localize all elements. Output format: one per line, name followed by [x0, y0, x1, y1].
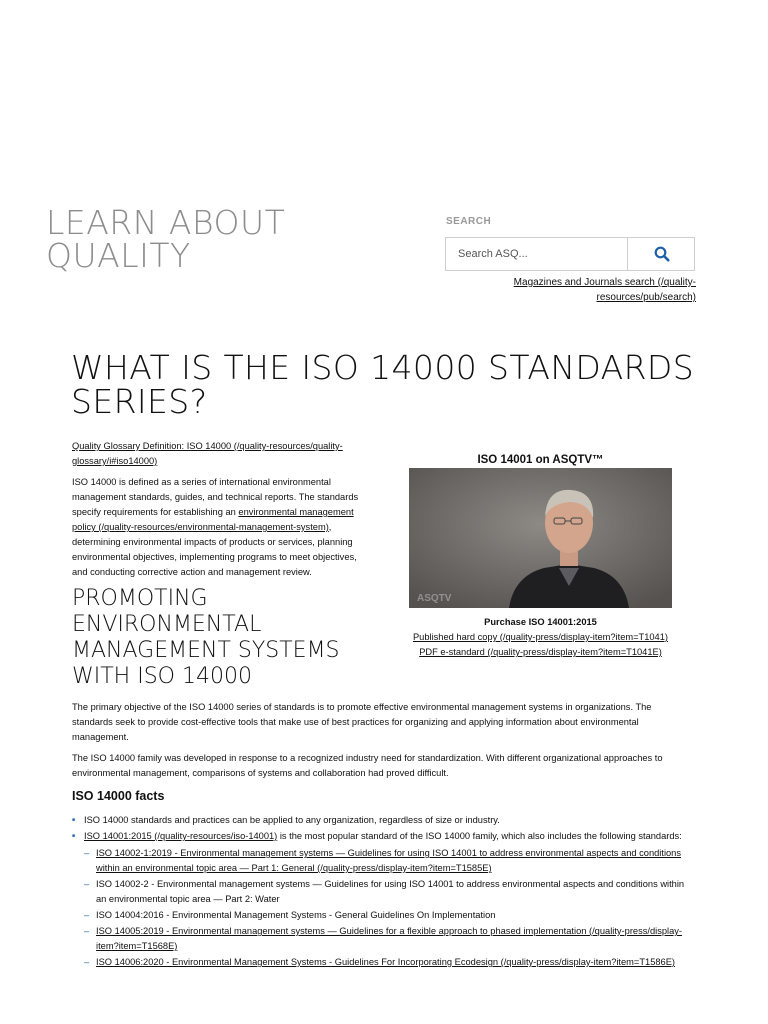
- iso-14002-2-text: ISO 14002-2 - Environmental management systems — Guidelines for using ISO 14001 to address environmental aspects and conditions within an environmental topic area — Part 2: Water: [96, 879, 685, 904]
- iso-14001-link[interactable]: ISO 14001:2015 (/quality-resources/iso-14001): [84, 831, 278, 841]
- iso-14005-link[interactable]: ISO 14005:2019 - Environmental management systems — Guidelines for a flexible approach to phased implementation (/quality-press/display-item?item=T1568E): [96, 926, 683, 951]
- list-item: [72, 955, 687, 970]
- list-item: [72, 877, 687, 907]
- learn-about-quality-title: [46, 203, 286, 275]
- intro-paragraph: [72, 475, 372, 580]
- video-player[interactable]: [409, 468, 672, 608]
- fact-2-text: is the most popular standard of the ISO 14000 family, which also includes the following standards:: [277, 831, 682, 841]
- iso-14002-1-link[interactable]: ISO 14002-1:2019 - Environmental management systems — Guidelines for using ISO 14001 to address environmental aspects and conditions within an environmental topic area — Part 1: General (/quality-press/display-item?item=T1585E): [96, 848, 681, 873]
- iso-14004-text: ISO 14004:2016 - Environmental Management Systems - General Guidelines On Implementation: [96, 910, 496, 920]
- purchase-block: [409, 615, 672, 660]
- intro-text-end: , determining environmental impacts of products or services, planning environmental objectives, implementing programs to meet objectives, and conducting corrective action and management review.: [72, 522, 357, 577]
- search-label: SEARCH: [446, 216, 492, 227]
- section-heading-promoting: PROMOTING ENVIRONMENTAL MANAGEMENT SYSTEMS WITH ISO 14000: [72, 586, 340, 689]
- family-paragraph: The ISO 14000 family was developed in response to a recognized industry need for standardization. With different organizational approaches to environmental management, comparisons of systems and collaboration had proved difficult.: [72, 753, 663, 778]
- purchase-heading: Purchase ISO 14001:2015: [484, 617, 597, 627]
- intro-text-start: ISO 14000 is defined as a series of international environmental management standards, guides, and technical reports. The standards specify requirements for establishing an: [72, 477, 359, 517]
- video-title: ISO 14001 on ASQTV™: [477, 454, 604, 466]
- title-line-1: LEARN ABOUT: [46, 203, 286, 242]
- fact-1-text: ISO 14000 standards and practices can be applied to any organization, regardless of size or industry.: [84, 815, 500, 825]
- facts-heading: ISO 14000 facts: [72, 789, 165, 803]
- list-item: [72, 924, 687, 954]
- magazines-link-line-1[interactable]: Magazines and Journals search (/quality-: [513, 277, 696, 288]
- facts-list: [72, 813, 687, 970]
- hard-copy-link[interactable]: Published hard copy (/quality-press/display-item?item=T1041): [412, 632, 668, 642]
- objective-paragraph: The primary objective of the ISO 14000 series of standards is to promote effective environmental management systems in organizations. The standards seek to provide cost-effective tools that make use of best practices for organizing and applying information about environmental management.: [72, 702, 652, 742]
- list-item: [72, 846, 687, 876]
- title-line-2: QUALITY: [46, 236, 191, 275]
- video-watermark: ASQTV: [417, 593, 452, 604]
- list-item: [72, 813, 687, 828]
- glossary-link[interactable]: Quality Glossary Definition: ISO 14000 (/quality-resources/quality-glossary/i#iso14000): [72, 441, 343, 466]
- magazines-link-line-2[interactable]: resources/pub/search): [596, 292, 696, 303]
- magazines-journals-search-link[interactable]: [446, 275, 696, 305]
- pdf-estandard-link[interactable]: PDF e-standard (/quality-press/display-item?item=T1041E): [419, 647, 662, 657]
- list-item: [72, 829, 687, 970]
- search-box: [445, 237, 695, 271]
- list-item: [72, 908, 687, 923]
- video-thumbnail-image: [409, 468, 672, 608]
- search-button[interactable]: [627, 238, 695, 270]
- environmental-policy-link[interactable]: environmental management policy (/quality-resources/environmental-management-system): [72, 507, 354, 532]
- search-icon: [654, 246, 670, 262]
- iso-14006-link[interactable]: ISO 14006:2020 - Environmental Management Systems - Guidelines For Incorporating Ecodesign (/quality-press/display-item?item=T1586E): [96, 957, 676, 967]
- page-title: WHAT IS THE ISO 14000 STANDARDS SERIES?: [71, 348, 695, 421]
- search-input[interactable]: [446, 238, 651, 270]
- glossary-definition: [72, 439, 362, 469]
- standards-sublist: [72, 846, 687, 970]
